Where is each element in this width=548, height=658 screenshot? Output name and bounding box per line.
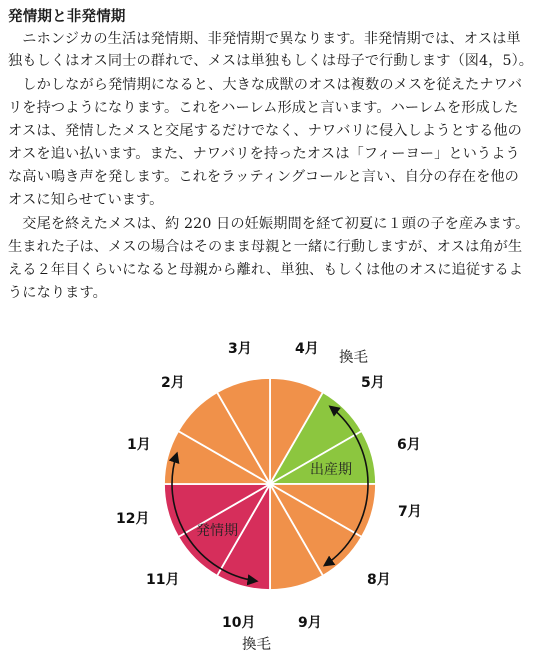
body-line-7: な高い鳴き声を発します。これをラッティングコールと言い、自分の存在を他の (8, 169, 519, 185)
body-line-3: しかしながら発情期になると、大きな成獣のオスは複数のメスを従えたナワバ (8, 77, 523, 93)
body-line-11: える２年目くらいになると母親から離れ、単独、もしくは他のオスに追従するよ (8, 262, 524, 278)
body-line-5: オスは、発情したメスと交尾するだけでなく、ナワバリに侵入しようとする他の (8, 123, 522, 139)
body-line-4: リを持つようになります。これをハーレム形成と言います。ハーレムを形成した (8, 100, 519, 116)
body-line-8: オスに知らせています。 (8, 192, 164, 208)
month-label-7: 7月 (398, 504, 422, 520)
month-label-11: 11月 (146, 572, 180, 588)
month-label-1: 1月 (127, 437, 151, 453)
month-label-2: 2月 (161, 375, 185, 391)
month-label-12: 12月 (116, 511, 150, 527)
month-label-3: 3月 (228, 341, 252, 357)
molt-label-spring: 換毛 (339, 350, 368, 366)
molt-label-autumn: 換毛 (242, 637, 271, 653)
body-line-12: うになります。 (8, 285, 107, 301)
month-label-6: 6月 (397, 437, 421, 453)
body-line-10: 生まれた子は、メスの場合はそのまま母親と一緒に行動しますが、オスは角が生 (8, 239, 523, 255)
body-line-2: 独もしくはオス同士の群れで、メスは単独もしくは母子で行動します（図4，5）。 (8, 53, 534, 69)
month-label-4: 4月 (295, 341, 319, 357)
month-label-10: 10月 (222, 615, 256, 631)
body-line-6: オスを追い払います。また、ナワバリを持ったオスは「フィーヨー」というよう (8, 146, 520, 162)
rut-period-label: 発情期 (196, 523, 238, 539)
birth-period-label: 出産期 (310, 462, 352, 478)
month-label-8: 8月 (367, 572, 391, 588)
month-label-5: 5月 (361, 375, 385, 391)
body-line-9: 交尾を終えたメスは、約 220 日の妊娠期間を経て初夏に１頭の子を産みます。 (8, 216, 530, 232)
month-segments (164, 378, 376, 590)
section-heading: 発情期と非発情期 (8, 9, 126, 25)
body-line-1: ニホンジカの生活は発情期、非発情期で異なります。非発情期では、オスは単 (8, 31, 521, 47)
month-label-9: 9月 (298, 615, 322, 631)
